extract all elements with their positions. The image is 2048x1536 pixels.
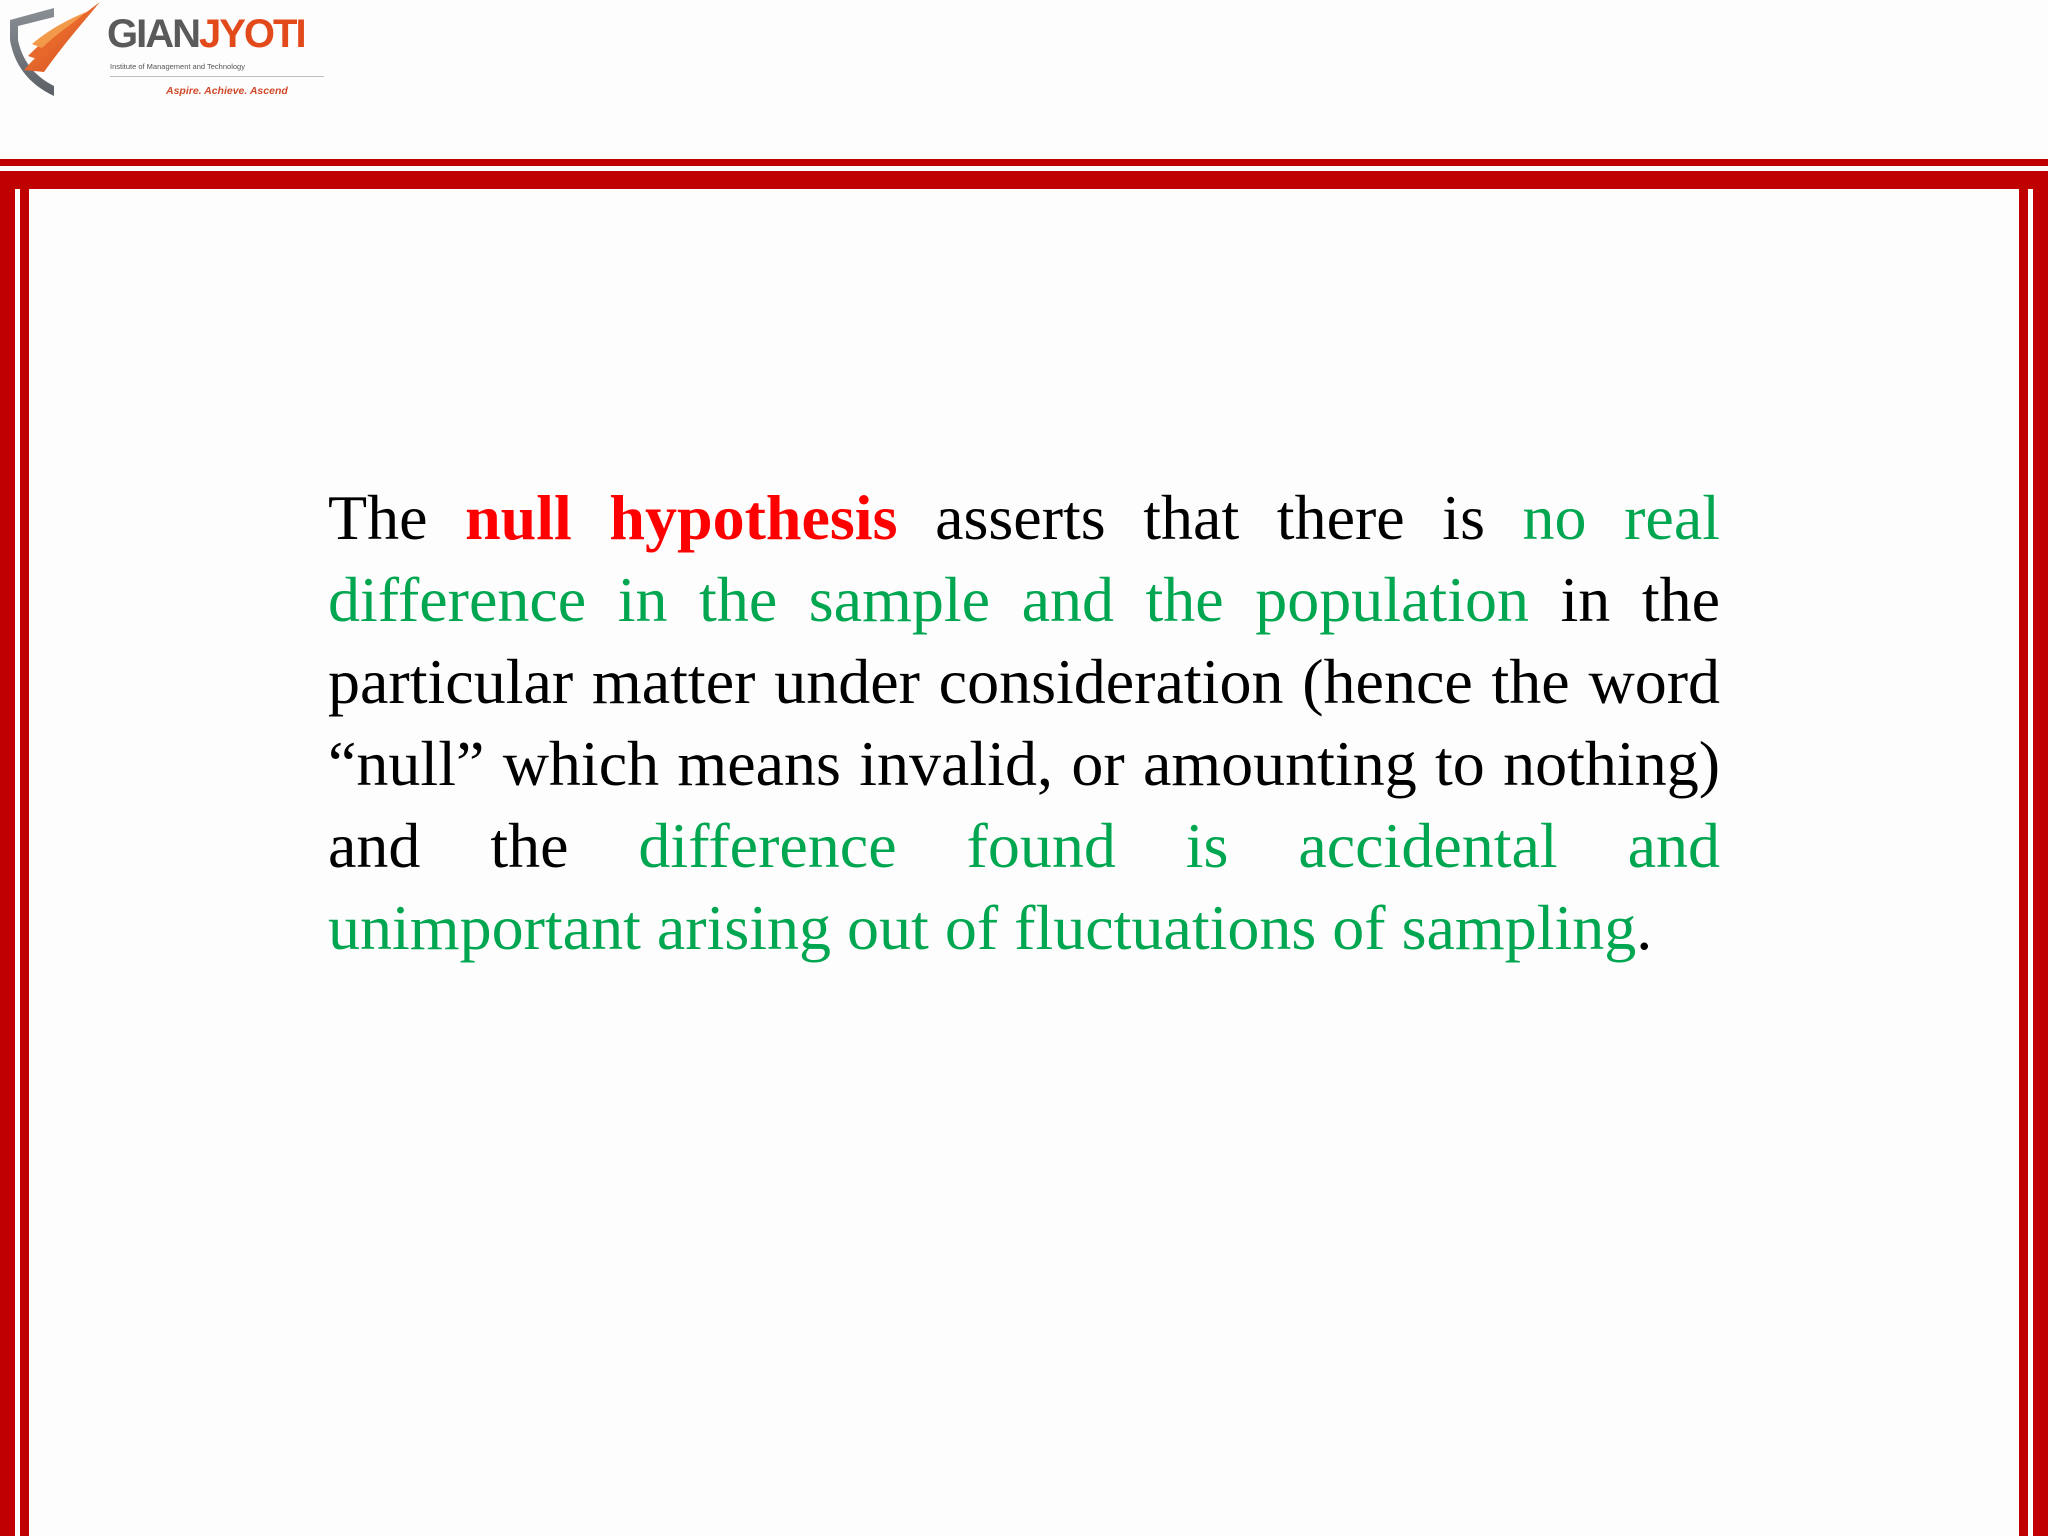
logo-wordmark [107, 14, 305, 54]
institute-logo [6, 0, 326, 105]
highlight-term-null-hypothesis: null hypothesis [465, 482, 898, 553]
text-segment: The [328, 482, 466, 553]
frame-top-thin-line [0, 159, 2048, 166]
frame-right-inner-line [2019, 185, 2028, 1536]
null-hypothesis-paragraph [328, 477, 1720, 969]
text-segment: . [1636, 892, 1653, 963]
highlight-accidental-difference: difference found is accidental and unimportant arising out of fluctuations of sampling [328, 810, 1720, 963]
logo-name-part1: GIAN [107, 12, 199, 56]
logo-subtitle: Institute of Management and Technology [110, 62, 245, 71]
frame-left-outer-line [0, 185, 15, 1536]
frame-top-thick-line [0, 171, 2048, 189]
text-segment: asserts that there is [897, 482, 1523, 553]
shield-wing-icon [6, 0, 106, 105]
text-segment: in the particular matter under consideration (hence the word “null” which means invalid, or amounting to nothing) and the [328, 564, 1720, 881]
highlight-no-real-difference: no real difference in the sample and the population [328, 482, 1721, 635]
frame-right-outer-line [2033, 185, 2048, 1536]
frame-left-inner-line [20, 185, 29, 1536]
logo-name-part2: JYOTI [199, 12, 305, 56]
logo-divider [110, 76, 324, 77]
logo-tagline: Aspire. Achieve. Ascend [166, 85, 288, 97]
